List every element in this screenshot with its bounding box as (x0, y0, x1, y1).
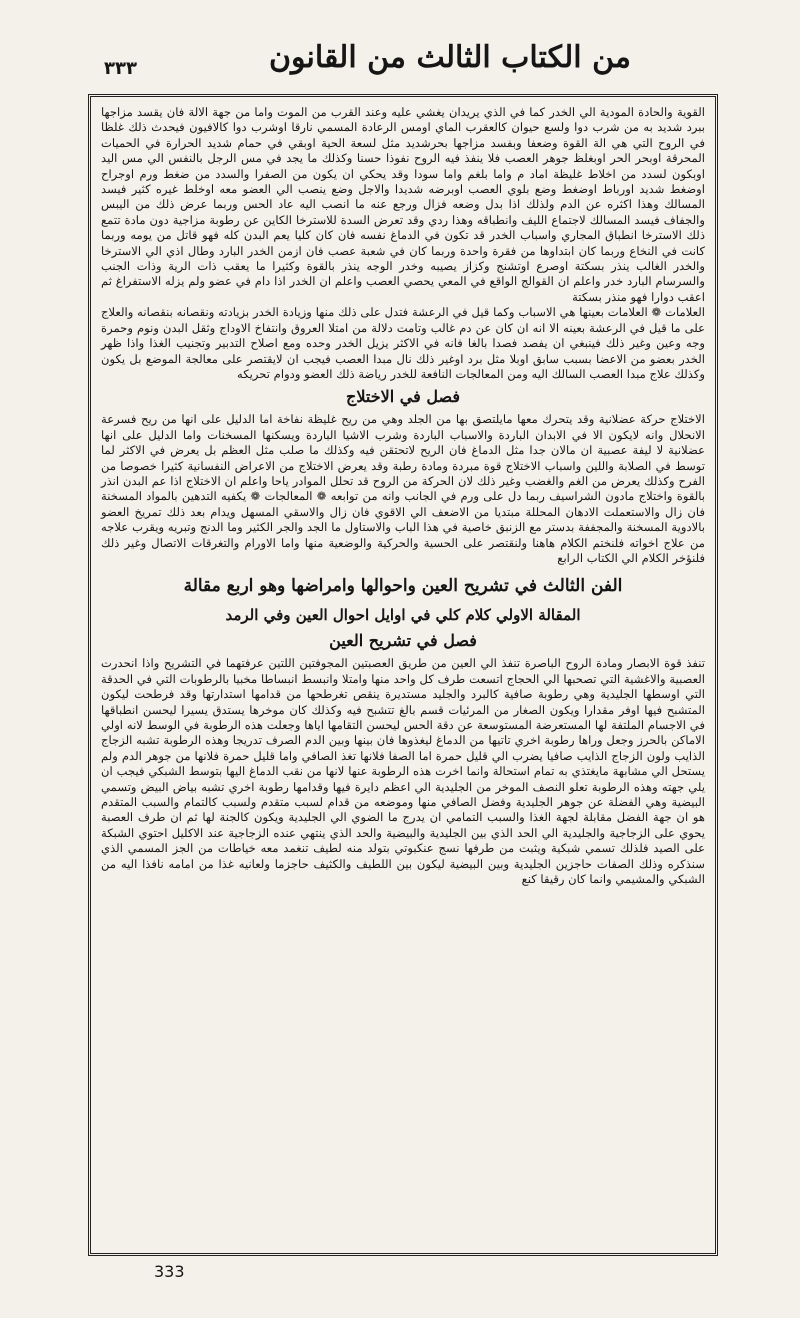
section-heading-twitching: فصل في الاختلاج (346, 387, 460, 407)
page-number-top: ٣٣٣ (104, 58, 137, 79)
part-heading-eye: الفن الثالث في تشريح العين واحوالها وامراضها وهو اربع مقالة (183, 576, 623, 597)
paragraph-twitching: الاختلاج حركة عضلانية وقد يتحرك معها مايلتصق بها من الجلد وهي من ريح غليظة نفاخة اما الدليل على انها من ريح فسرعة الانحلال وانه لايكون الا في الابدان الباردة والاسباب الباردة وشرب الاشيا الباردة ويسكنها المسخنات واما الدليل على انها عضلانية لا ليفة عصبية ان مالان جدا مثل الدماغ فان الريح لاتحتقن فيه وكذلك ما صلب مثل العظم بل يعرض في الاكثر لما توسط في الصلابة واللين واسباب الاختلاج قوة مبردة ومادة رطبة وقد يعرض الاختلاج من الاعراض النفسانية كثيرا خصوصا من الفرح وكذلك يعرض من الغم والغضب وغير ذلك لان الحركة من الروح قد تحلل الموادر ياحا واعلم ان الاختلاج اذا عم البدن انذر بالقوة واختلاج مادون الشراسيف ربما دل على ورم في الجانب وانه من توابعه ❁ المعالجات ❁ يكفيه التدهين بالمواد المسخنة فان زال والاستعملت الادهان المحللة مبتديا من الاضعف الي الاقوي فان زال والاسقي المسهل ويدام بعد ذلك تمريخ العضو بالادوية المسخنة والمجففة بدستر مع الزنبق خاصية في هذا الباب والاستاول ما الجد والجر الكثير وما الدنج وتبريه ويقرب علاجه من علاج اخواته فلنختم الكلام هاهنا ولنقتصر على الحسية والحركية والوضعية منها واما الاورام والتغرقات الاتصال وغير ذلك فلنؤخر الكلام الي الكتاب الرابع (101, 412, 705, 565)
page-number-bottom: 333 (154, 1262, 185, 1281)
section-heading-eye-anatomy: فصل في تشريح العين (329, 631, 477, 651)
text-frame (88, 94, 718, 1256)
paragraph-numbness-signs-treatment: العلامات ❁ العلامات بعينها هي الاسباب وكما قيل في الرعشة فتدل على ذلك منها وزيادة الخدر بزيادته ونقصانه بنقصانه والعلاج على ما قيل في الرعشة بعينه الا انه ان كان عن دم غالب وتامت دلالة من امتلا العروق وانتفاخ الاوداج وثقل البدن ونوم وحمرة وجه وعين وغير ذلك فينبغي ان يفصد فصدا بالغا فانه في الاكثر يزيل الخدر وحده ومع اصلاح التدبير وتجنيب الغذا واذا ظهر الخدر بعضو من الاعضا بسبب سابق اوبلا مثل برد اوغير ذلك نال مبدا العصب فيجب ان لايقتصر على معالجة الموضع بل يكون وكذلك علاج مبدا العصب السالك اليه ومن المعالجات النافعة للخدر رياضة ذلك العضو ودوام تحريكه (101, 305, 705, 381)
running-title: من الكتاب الثالث من القانون (268, 40, 631, 75)
maqala-heading: المقالة الاولي كلام كلي في اوايل احوال العين وفي الرمد (225, 606, 581, 625)
paragraph-eye-anatomy: تنفذ قوة الابصار ومادة الروح الباصرة تنفذ الي العين من طريق العصبتين المجوفتين اللتين عرفتهما في التشريح واذا انحدرت العصبية والاغشية التي تصحبها الي الحجاج اتسعت طرف كل واحد منها وامتلا وانبسط انبساطا مخبيا بالرطوبات التي في الحدقة التي اوسطها الجليدية وهي رطوبة صافية كالبرد والجليد مستديرة ينقص تغرطحها من قدامها استدارتها وقد فرطحت ليكون المتشبح فيها اوفر مقدارا ويكون الصغار من المرئيات قسم بالغ تتشبح فيه وكذلك كان موخرها يستدق يسيرا ليحسن انطباقها في الاجسام الملتفة لها المستعرضة المستوسعة عن دقة الحس ليحسن التقامها اياها وجعلت هذه الرطوبة في الوسط لانه اولي الاماكن بالحرز وجعل وراها رطوبة اخري تاتيها من الدماغ ليغذوها فان بينها وبين الدم الصرف تدريجا وهذه الرطوبة تشبه الزجاج الذايب ولون الزجاج الذايب صافيا يضرب الي قليل حمرة اما الصفا فلانها تغذ الصافي واما قليل حمرة فلانها من جوهر الدم ولم يستحل الي مشابهة مايغتذي به تمام استحالة وانما اخرت هذه الرطوبة عنها لانها من نقب الدماغ اليها بتوسط الشبكي فيجب ان يلي جهته وهذه الرطوبة تعلو النصف الموخر من الجليدية الي اعظم دايرة فيها وقدامها رطوبة اخري تشبه بياض البيض وتسمي البيضية وهي الفضلة عن جوهر الجليدية وفضل الصافي منها وموضعه من قدام لسبب متقدم ولسبب كالتمام والسبب المتقدم هو ان جهة الفضل مقابلة لجهة الغذا والسبب التمامي ان يدرج ما الضوي الي الجليدية ويكون كالجنة لها ثم ان طرف العصبة يحوي على الزجاجية والجليدية الي الحد الذي بين الجليدية والبيضية والحد الذي ينتهي عنده الزجاجية عند الاكليل احتوي الشبكة على الصيد فلذلك تسمي شبكية ويثبت من طرفها نسج عنكبوتي بتولد منه لطيف تنغمد معه خياطات من الجز المسمي الذي سنذكره وذلك الصفات حاجزين الجليدية وبين البيضية ليكون بين اللطيف والكثيف حاجزما ولعانيه غذا من امامه نافذا اليه من الشبكي والمشيمي وانما كان رقيقا كنع (101, 656, 705, 887)
paragraph-numbness-causes: القوية والحادة المودية الي الخدر كما في الذي يريدان يغشي عليه وعند القرب من الموت واما من جهة الالة فان يقسد مزاجها ببرد شديد به من شرب دوا ولسع حيوان كالعقرب الماي اومس الرعادة المسمي نارقا اوشرب دوا كالافيون فيحدث ذلك غلظا في الروح التي هي الة القوة وضعفا وبفسد مزاجها بحرشديد مثل لسعة الحية اوبقي في حمام شديد الحرارة في الحميات المحرقة اوبحر الحر اوبغلظ جوهر العصب فلا ينفذ فيه الروح نفوذا حسنا وكذلك ما يجد في مس الرجل بالنفس الي مس اليد اوبكون لسدد من اخلاط غليظة اماد م واما بلغم واما سودا وقد يحكي ان يكون من الصفرا والسدد من ضغط ورم اوجراح اوضغط شديد اورباط اوضغط وضع بلوي العصب اوبرضه شديدا والاجل وضع ينصب الي العضو معه اوخلط غيره كثير فيسد المسالك وهذا اكثره عن الدم ولذلك اذا بدل وضعه فزال ورجع عنه ما انصب اليه عاد الحس وربما عرض ذلك من اليبس والجفاف فيسد المسالك لاجتماع الليف وانطباقه وهذا ردي وقد تعرض السدة للاسترخا الكاين عن رطوبة مزاجية دون مادة تتمع ذلك الاسترخا انطباق المجاري واسباب الخدر قد تكون في الدماغ نفسه فان كان كليا يعم البدن كله فهو قاتل من يومه وربما كانت في النخاع وربما كان ابتداوها من فقرة واحدة وربما كان في شعبة عصب فان ازمن الخدر البارد وطال اذي الي الاسترخا والخدر الغالب ينذر بسكتة اوصرع اوتشنج وكزاز يصيبه وخدر الوجه ينذر بالقوة وكثيرا ما يعقب ذات الرية وذات الجنب والسرسام البارد خدر واعلم ان القوالج الواقع في المعي يحصي العصب واعلم ان الخدر اذا دام في عضو ولم يزله الاستفراغ ثم اعقب دوارا فهو منذر بسكتة (101, 105, 705, 304)
